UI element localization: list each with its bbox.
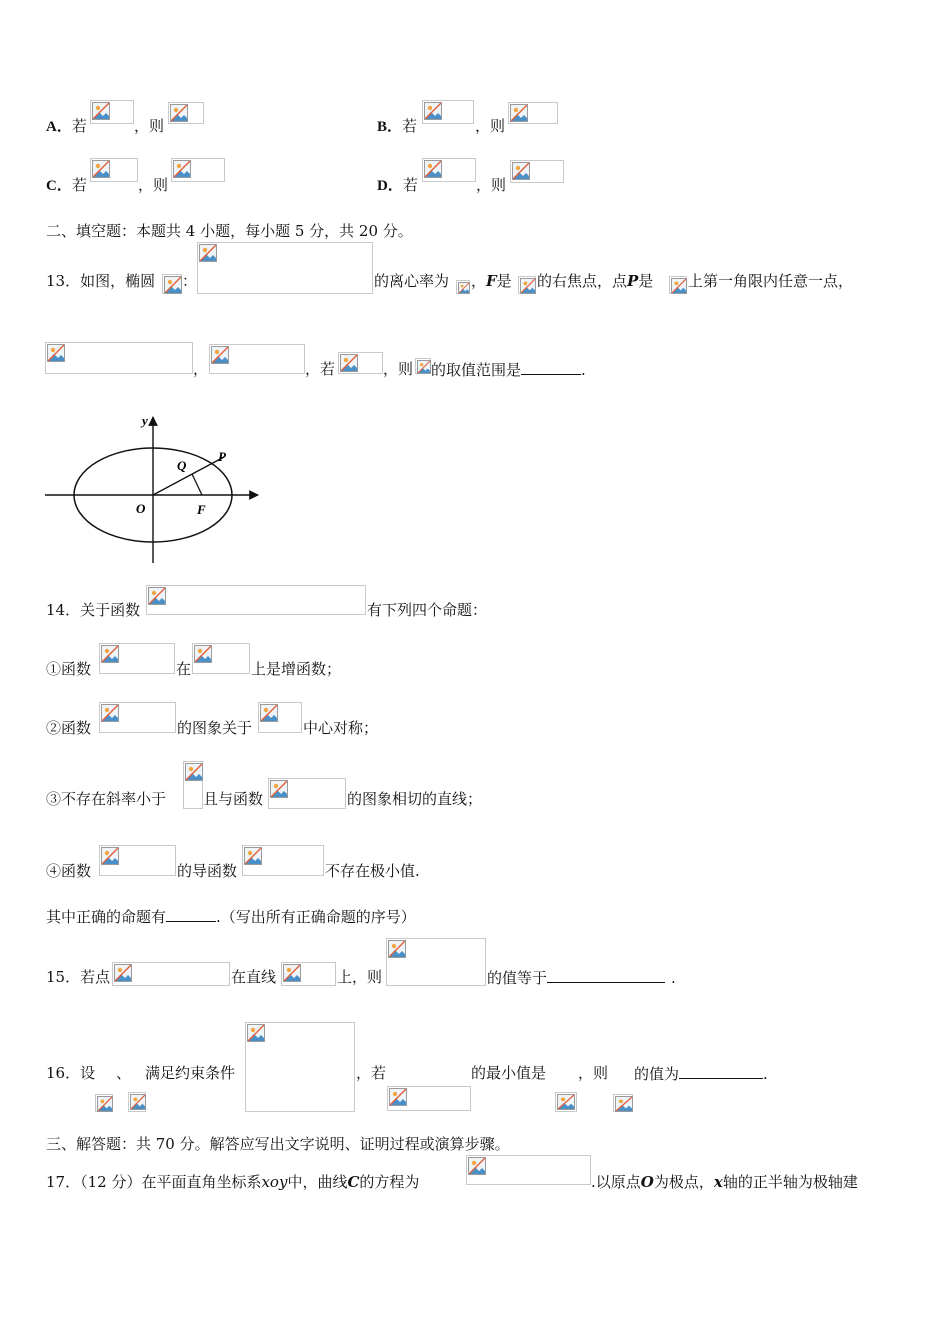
option-a-text1: 若 (71, 117, 87, 135)
formula-image (128, 1092, 146, 1112)
formula-image (45, 342, 193, 374)
answer-blank (679, 1064, 763, 1079)
q13-text: 如图，椭圆 (80, 272, 156, 290)
q14-text: 的图象相切的直线； (347, 790, 483, 808)
option-c-text1: 若 (71, 176, 87, 194)
broken-image-icon (389, 1088, 407, 1106)
broken-image-icon (244, 847, 262, 865)
option-b-text1: 若 (402, 117, 418, 135)
option-b-then: ，则 (475, 117, 506, 135)
q14-text: 不存在极小值. (325, 862, 420, 880)
q14-text: 的图象关于 (177, 719, 253, 737)
section-heading-fill-in: 二、填空题：本题共 4 小题，每小题 5 分，共 20 分。 (46, 222, 413, 240)
option-d-text1: 若 (402, 176, 418, 194)
formula-image (613, 1094, 633, 1112)
q13-line1-start (46, 272, 155, 290)
q16-text: 的值为 . (634, 1065, 768, 1083)
option-c-label: C． (46, 178, 72, 194)
formula-image (112, 962, 230, 986)
q13-comma: ， (193, 360, 209, 378)
option-c-then: ，则 (138, 176, 169, 194)
broken-image-icon (468, 1157, 486, 1175)
formula-image (510, 160, 564, 183)
broken-image-icon (211, 346, 229, 364)
q14-number: 14． (46, 601, 81, 619)
option-d-label: D． (377, 178, 403, 194)
option-b (377, 117, 417, 136)
formula-image (258, 702, 302, 733)
formula-image (415, 358, 431, 374)
answer-blank (547, 968, 665, 983)
formula-image (90, 158, 138, 182)
q13-number: 13． (46, 272, 81, 290)
q16-start: 16．设 (46, 1064, 96, 1082)
broken-image-icon (92, 102, 110, 120)
q16-text: ，则 (578, 1064, 609, 1082)
q14-proposition-1: ①函数 (46, 660, 92, 678)
broken-image-icon (557, 1094, 575, 1110)
formula-image (99, 702, 176, 733)
q15-number: 15． (46, 968, 81, 986)
var-xoy: xoy (261, 1173, 288, 1191)
q15-text: 在直线 (231, 968, 277, 986)
figure-label-F: F (197, 502, 206, 517)
option-d (377, 176, 418, 195)
q13-text: ，则 (383, 360, 414, 378)
broken-image-icon (671, 278, 687, 294)
formula-image (669, 276, 687, 294)
formula-image (192, 643, 250, 674)
q14-stem-end: 有下列四个命题： (367, 601, 488, 619)
q13-text: ，若 (305, 360, 336, 378)
q14-text: 上是增函数； (251, 660, 342, 678)
broken-image-icon (424, 160, 442, 178)
q14-text: 在 (176, 660, 192, 678)
q13-text: 的右焦点，点P是 (537, 272, 654, 290)
q14-text: 的导函数 (177, 862, 238, 880)
broken-image-icon (92, 160, 110, 178)
q17-number: 17． (46, 1173, 81, 1191)
q13-text: ，F是 (471, 272, 512, 290)
figure-label-y: y (142, 413, 148, 428)
broken-image-icon (148, 587, 166, 605)
formula-image (338, 352, 383, 374)
q16-text: 满足约束条件 (145, 1064, 236, 1082)
q14-stem: 14．关于函数 (46, 601, 141, 619)
q17-start: 17．（12 分）在平面直角坐标系xoy中，曲线C的方程为 (46, 1173, 420, 1191)
q14-text: 且与函数 (203, 790, 264, 808)
segment-QF (192, 474, 202, 495)
broken-image-icon (388, 940, 406, 958)
formula-image (386, 938, 486, 986)
broken-image-icon (47, 344, 65, 362)
formula-image (171, 158, 225, 182)
section-heading-solve: 三、解答题：共 70 分。解答应写出文字说明、证明过程或演算步骤。 (46, 1135, 510, 1153)
figure-label-Q: Q (177, 458, 187, 473)
formula-image (99, 845, 176, 876)
option-a (46, 117, 87, 136)
q16-text: ，若 (356, 1064, 387, 1082)
broken-image-icon (260, 704, 278, 722)
formula-image (242, 845, 324, 876)
var-x: x (713, 1173, 723, 1191)
broken-image-icon (270, 780, 288, 798)
ellipse-figure (40, 405, 270, 570)
broken-image-icon (520, 278, 536, 294)
formula-image (508, 102, 558, 124)
broken-image-icon (424, 102, 442, 120)
formula-image (146, 585, 366, 615)
q16-number: 16． (46, 1064, 81, 1082)
formula-image (387, 1086, 471, 1111)
q14-proposition-2: ②函数 (46, 719, 92, 737)
broken-image-icon (173, 160, 191, 178)
option-c (46, 176, 87, 195)
var-P: P (627, 272, 639, 290)
formula-image (183, 761, 203, 809)
broken-image-icon (615, 1096, 633, 1112)
q17-score: （12 分） (80, 1173, 142, 1191)
q14-ask: 其中正确的命题有 .（写出所有正确命题的序号） (46, 908, 416, 926)
segment-OP (153, 457, 224, 495)
broken-image-icon (458, 282, 470, 294)
formula-image (456, 280, 470, 294)
broken-image-icon (164, 276, 182, 294)
answer-blank (166, 907, 216, 922)
formula-image (95, 1094, 113, 1112)
formula-image (99, 643, 175, 674)
broken-image-icon (510, 104, 528, 122)
formula-image (209, 344, 305, 374)
q16-text: 、 (116, 1064, 132, 1082)
figure-label-O: O (136, 501, 146, 516)
broken-image-icon (340, 354, 358, 372)
q14-proposition-3: ③不存在斜率小于 (46, 790, 167, 808)
q14-text: 中心对称； (303, 719, 379, 737)
q16-text: 的最小值是 (471, 1064, 547, 1082)
broken-image-icon (283, 964, 301, 982)
formula-image (466, 1155, 591, 1185)
q15-text: 的值等于 . (487, 969, 676, 987)
formula-image (245, 1022, 355, 1112)
formula-image (555, 1092, 577, 1112)
option-a-then: ，则 (134, 117, 165, 135)
option-a-label: A． (46, 119, 72, 135)
formula-image (518, 276, 536, 294)
broken-image-icon (130, 1094, 146, 1110)
broken-image-icon (185, 763, 203, 781)
broken-image-icon (199, 244, 217, 262)
var-O: O (640, 1173, 654, 1191)
q13-text: 的离心率为 (374, 272, 450, 290)
formula-image (162, 274, 182, 294)
formula-image (268, 778, 346, 809)
formula-image (422, 158, 476, 182)
broken-image-icon (101, 704, 119, 722)
option-b-label: B． (377, 119, 403, 135)
formula-image (90, 100, 134, 124)
broken-image-icon (194, 645, 212, 663)
option-d-then: ，则 (476, 176, 507, 194)
q14-proposition-4: ④函数 (46, 862, 92, 880)
broken-image-icon (101, 847, 119, 865)
var-F: F (486, 272, 497, 290)
q15-start: 15．若点 (46, 968, 111, 986)
broken-image-icon (417, 360, 431, 374)
answer-blank (521, 360, 581, 375)
broken-image-icon (101, 645, 119, 663)
formula-image (422, 100, 474, 124)
q15-text: 上，则 (337, 968, 383, 986)
broken-image-icon (114, 964, 132, 982)
figure-label-P: P (218, 449, 226, 464)
var-C: C (347, 1173, 360, 1191)
broken-image-icon (97, 1096, 113, 1112)
broken-image-icon (247, 1024, 265, 1042)
formula-image (281, 962, 336, 986)
q13-colon: ： (182, 272, 198, 290)
broken-image-icon (512, 162, 530, 180)
formula-image (168, 102, 204, 124)
q17-continue: .以原点O为极点，x轴的正半轴为极轴建 (591, 1173, 858, 1191)
q13-text: 上第一角限内任意一点， (688, 272, 854, 290)
broken-image-icon (170, 104, 188, 122)
q13-text: 的取值范围是 . (431, 361, 586, 379)
formula-image (197, 242, 373, 294)
